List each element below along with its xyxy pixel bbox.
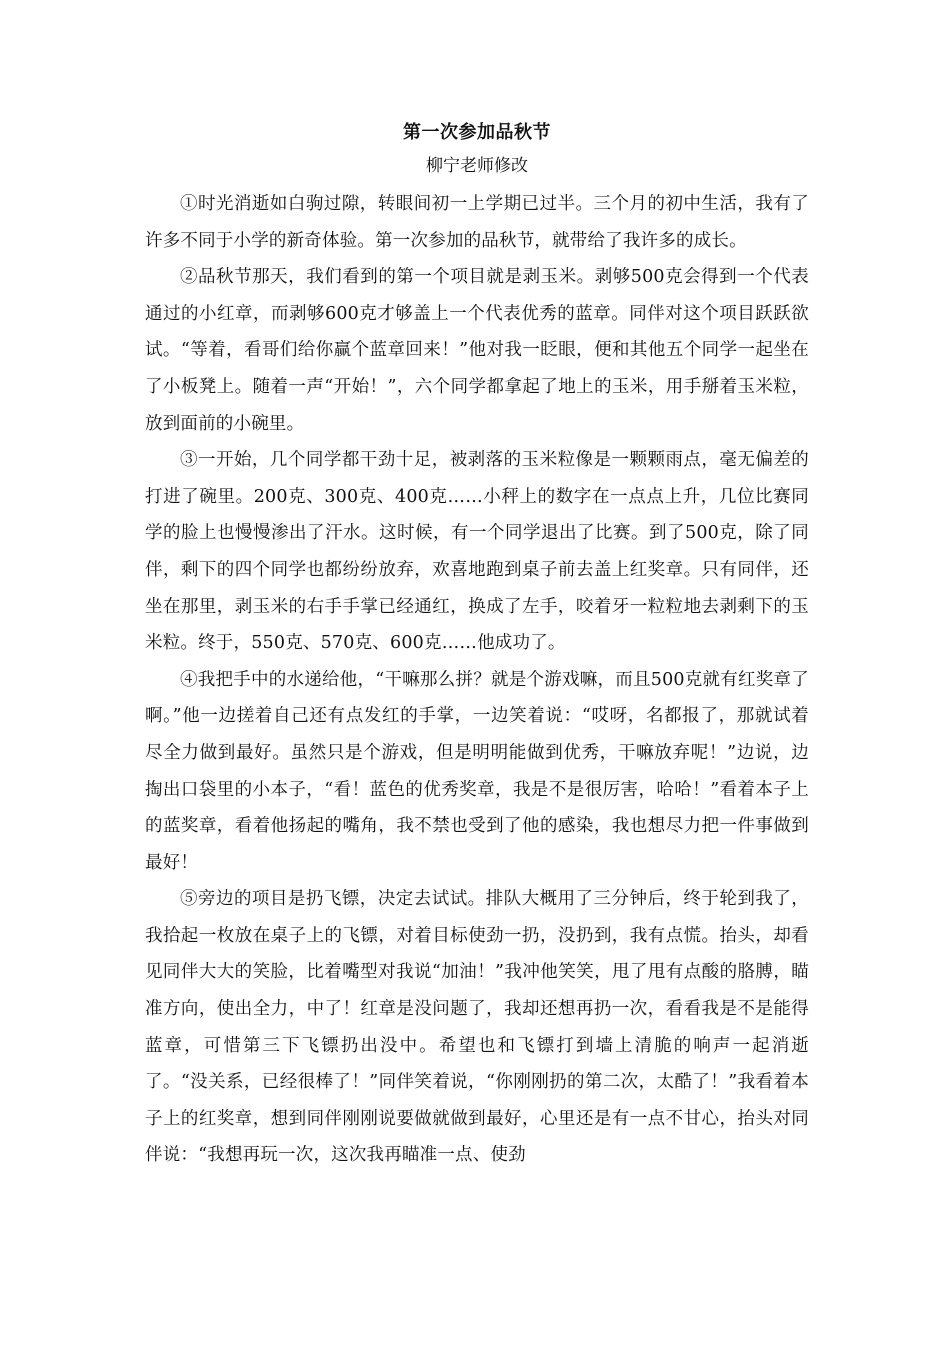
paragraph-2: ②品秋节那天，我们看到的第一个项目就是剥玉米。剥够500克会得到一个代表通过的小红章，而剥够600克才够盖上一个代表优秀的蓝章。同伴对这个项目跃跃欲试。“等着，看哥们给你赢个蓝章回来！”他对我一眨眼，便和其他五个同学一起坐在了小板凳上。随着一声“开始！”，六个同学都拿起了地上的玉米，用手掰着玉米粒，放到面前的小碗里。 bbox=[145, 267, 809, 434]
document-title: 第一次参加品秋节 bbox=[403, 122, 551, 143]
paragraph-1: ①时光消逝如白驹过隙，转眼间初一上学期已过半。三个月的初中生活，我有了许多不同于小学的新奇体验。第一次参加的品秋节，就带给了我许多的成长。 bbox=[145, 194, 809, 251]
paragraph-4: ④我把手中的水递给他，“干嘛那么拼？就是个游戏嘛，而且500克就有红奖章了啊。”他一边搓着自己还有点发红的手掌，一边笑着说：“哎呀，名都报了，那就试着尽全力做到最好。虽然只是个游戏，但是明明能做到优秀，干嘛放弃呢！”边说，边掏出口袋里的小本子，“看！蓝色的优秀奖章，我是不是很厉害，哈哈！”看着本子上的蓝奖章，看着他扬起的嘴角，我不禁也受到了他的感染，我也想尽力把一件事做到最好！ bbox=[145, 669, 809, 873]
paragraph-5: ⑤旁边的项目是扔飞镖，决定去试试。排队大概用了三分钟后，终于轮到我了，我拾起一枚放在桌子上的飞镖，对着目标使劲一扔，没扔到，我有点慌。抬头，却看见同伴大大的笑脸，比着嘴型对我说“加油！”我冲他笑笑，甩了甩有点酸的胳膊，瞄准方向，使出全力，中了！红章是没问题了，我却还想再扔一次，看看我是不是能得蓝章，可惜第三下飞镖扔出没中。希望也和飞镖打到墙上清脆的响声一起消逝了。“没关系，已经很棒了！”同伴笑着说，“你刚刚扔的第二次，太酷了！”我看着本子上的红奖章，想到同伴刚刚说要做就做到最好，心里还是有一点不甘心，抬头对同伴说：“我想再玩一次，这次我再瞄准一点、使劲 bbox=[145, 889, 809, 1166]
paragraph-3: ③一开始，几个同学都干劲十足，被剥落的玉米粒像是一颗颗雨点，毫无偏差的打进了碗里。200克、300克、400克……小秤上的数字在一点点上升，几位比赛同学的脸上也慢慢渗出了汗水。这时候，有一个同学退出了比赛。到了500克，除了同伴，剩下的四个同学也都纷纷放弃，欢喜地跑到桌子前去盖上红奖章。只有同伴，还坐在那里，剥玉米的右手手掌已经通红，换成了左手，咬着牙一粒粒地去剥剩下的玉米粒。终于，550克、570克、600克……他成功了。 bbox=[145, 450, 809, 654]
document-author: 柳宁老师修改 bbox=[426, 156, 528, 176]
document-page bbox=[145, 118, 809, 1174]
